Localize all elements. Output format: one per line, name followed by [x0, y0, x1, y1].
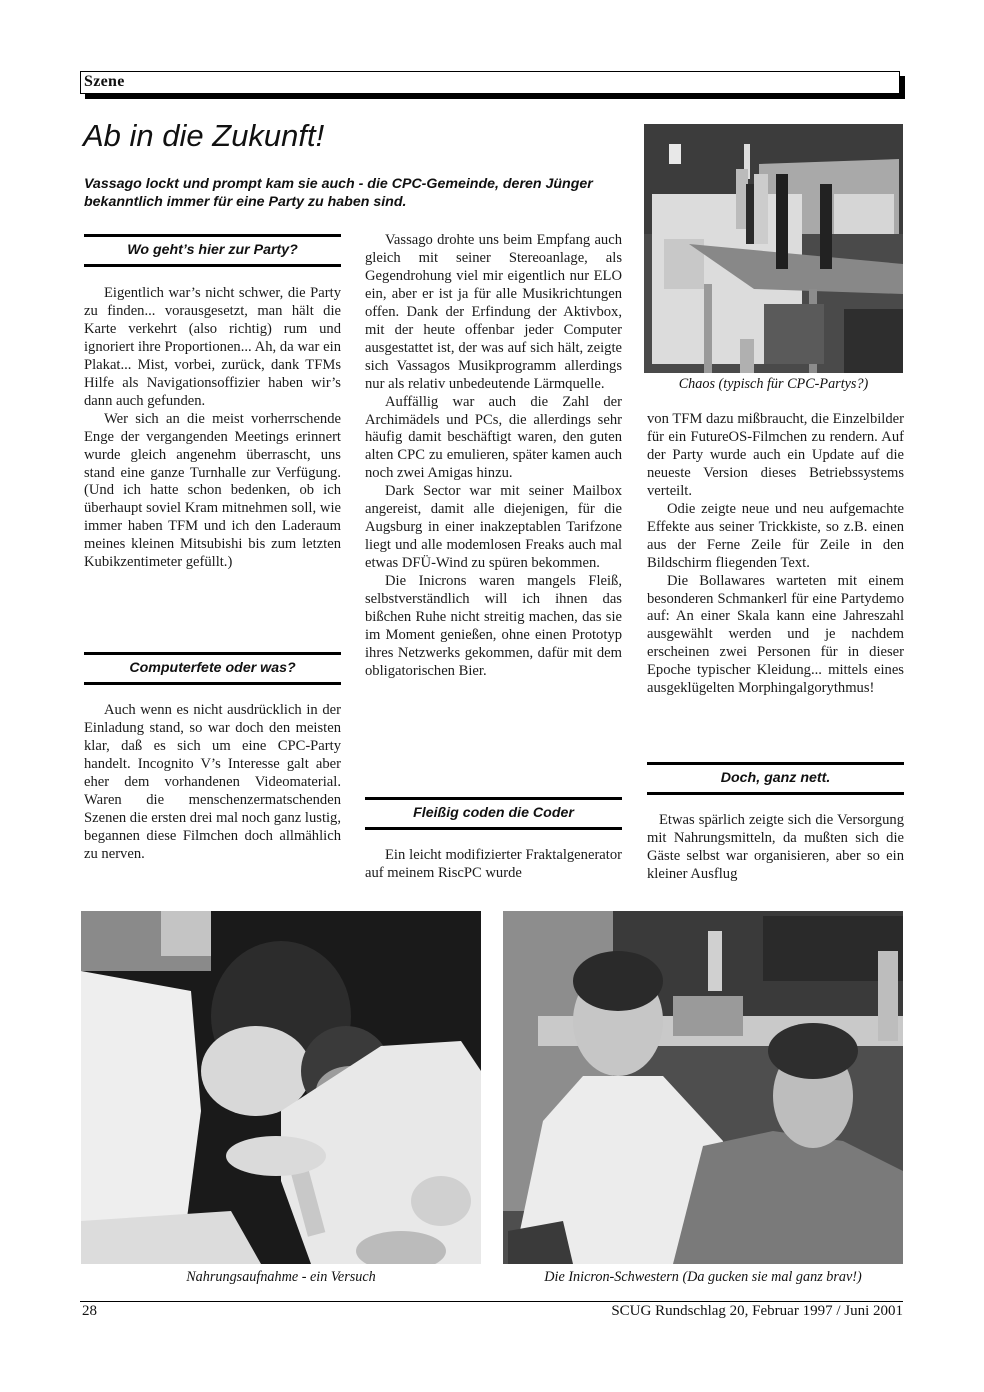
photo-caption-nahrungsaufnahme: Nahrungsaufnahme - ein Versuch [186, 1269, 376, 1285]
article-title: Ab in die Zukunft! [83, 118, 325, 153]
subheading-nett: Doch, ganz nett. [647, 762, 904, 795]
paragraph: Dark Sector war mit seiner Mailbox angereist, damit alle diejenigen, für die Augsburg in einer inakzeptablen Tarifzone liegt und alle modemlosen Freaks auch mal etwas DFÜ-Wind zu spüren bekommen. [365, 483, 622, 572]
subheading-party: Wo geht’s hier zur Party? [84, 234, 341, 267]
column-1-lower [84, 652, 341, 864]
photo-inicron-schwestern [503, 911, 903, 1264]
footer-publication: SCUG Rundschlag 20, Februar 1997 / Juni 2001 [611, 1303, 903, 1319]
photo-nahrungsaufnahme [81, 911, 481, 1264]
subheading-computerfete: Computerfete oder was? [84, 652, 341, 685]
paragraph: von TFM dazu mißbraucht, die Einzelbilder für ein FutureOS-Filmchen zu rendern. Auf der Party wurde auch ein Update auf die neueste Version dieses Betriebssystems verteilt. [647, 411, 904, 499]
article-lead: Vassago lockt und prompt kam sie auch - die CPC-Gemeinde, deren Jünger bekanntlich immer für eine Party zu haben sind. [84, 176, 593, 210]
section-header-bar [80, 71, 900, 94]
column-1 [84, 234, 341, 572]
paragraph: Eigentlich war’s nicht schwer, die Party zu finden... vorausgesetzt, man hält die Karte verkehrt (also richtig) rum und ignoriert ihre Proportionen... Ah, da war ein Plakat... Mist, vorbei, zurück, dank TFMs Hilfe als Navigationsoffizier haben wir’s dann auch gefunden. [84, 285, 341, 409]
footer-rule [80, 1301, 903, 1302]
paragraph: Odie zeigte neue und neu aufgemachte Effekte aus seiner Trickkiste, so z.B. einen aus der Ferne Zeile für Zeile in den Bildschirm fliegenden Text. [647, 500, 904, 571]
two-men-seated-image [503, 911, 903, 1264]
paragraph: Wer sich an die meist vorherrschende Enge der vergangenden Meetings erinnert wurde gleich angenehm überrascht, uns stand eine ganze Turnhalle zur Verfügung. (Und ich hatte schon bedenken, ob ich überhaupt soviel Kram mitnehmen soll, wie immer haben TFM und ich den Laderaum meines kleinen Mitsubishi bis zum letzten Kubikzentimeter gefüllt.) [84, 410, 341, 571]
subheading-coder: Fleißig coden die Coder [365, 797, 622, 830]
two-men-eating-image [81, 911, 481, 1264]
paragraph: Etwas spärlich zeigte sich die Versorgung mit Nahrungsmitteln, da mußten sich die Gäste selbst war organisieren, aber so ein kleiner Ausflug [647, 812, 904, 882]
paragraph: Auffällig war auch die Zahl der Archimädels und PCs, die allerdings sehr häufig damit beschäftigt waren, den guten alten CPC zu emulieren, später kamen auch noch zwei Amigas hinzu. [365, 393, 622, 482]
page-number: 28 [82, 1303, 97, 1319]
section-label: Szene [84, 73, 125, 90]
photo-caption-inicron: Die Inicron-Schwestern (Da gucken sie mal ganz brav!) [544, 1269, 862, 1285]
photo-chaos [644, 124, 903, 373]
column-2 [365, 232, 622, 681]
column-2-lower [365, 797, 622, 883]
photo-caption-chaos: Chaos (typisch für CPC-Partys?) [678, 376, 869, 392]
paragraph: Vassago drohte uns beim Empfang auch gleich mit seiner Stereoanlage, als Gegendrohung viel mir eigentlich nur ELO ein, aber er ist ja für alle Musikrichtungen offen. Dank der Erfindung der Aktivbox, mit der heute offenbar jeder Computer ausgestattet ist, der was auf sich hält, zeigte sich Vassagos Musikprogramm allerdings nur als relativ unbedeutende Lärmquelle. [365, 232, 622, 392]
column-3 [647, 411, 904, 698]
column-3-lower [647, 762, 904, 884]
paragraph: Ein leicht modifizierter Fraktalgenerator auf meinem RiscPC wurde [365, 847, 622, 881]
paragraph: Die Bollawares warteten mit einem besonderen Schmankerl für eine Partydemo auf: An einer Skala kann eine Jahreszahl ausgewählt werden und je nachdem erscheinen zwei Personen für in dieser Epoche typischer Kleidung... mittels eines ausgeklügelten Morphingalgorythmus! [647, 572, 904, 697]
table-with-bottles-image [644, 124, 903, 373]
paragraph: Auch wenn es nicht ausdrücklich in der Einladung stand, so war doch den meisten klar, daß es sich um eine CPC-Party handelt. Incognito V’s Interesse galt aber eher dem vorhandenen Videomaterial. Waren die menschenzermatschenden Szenen die ersten drei mal noch ganz lustig, begannen diese Filmchen doch allmählich zu nerven. [84, 702, 341, 862]
paragraph: Die Inicrons waren mangels Fleiß, selbstverständlich will ich ihnen das bißchen Ruhe nicht streitig machen, das sie im Moment genießen, ohne einen Prototyp ihres Netzwerks gekommen, dafür mit dem obligatorischen Bier. [365, 573, 622, 679]
